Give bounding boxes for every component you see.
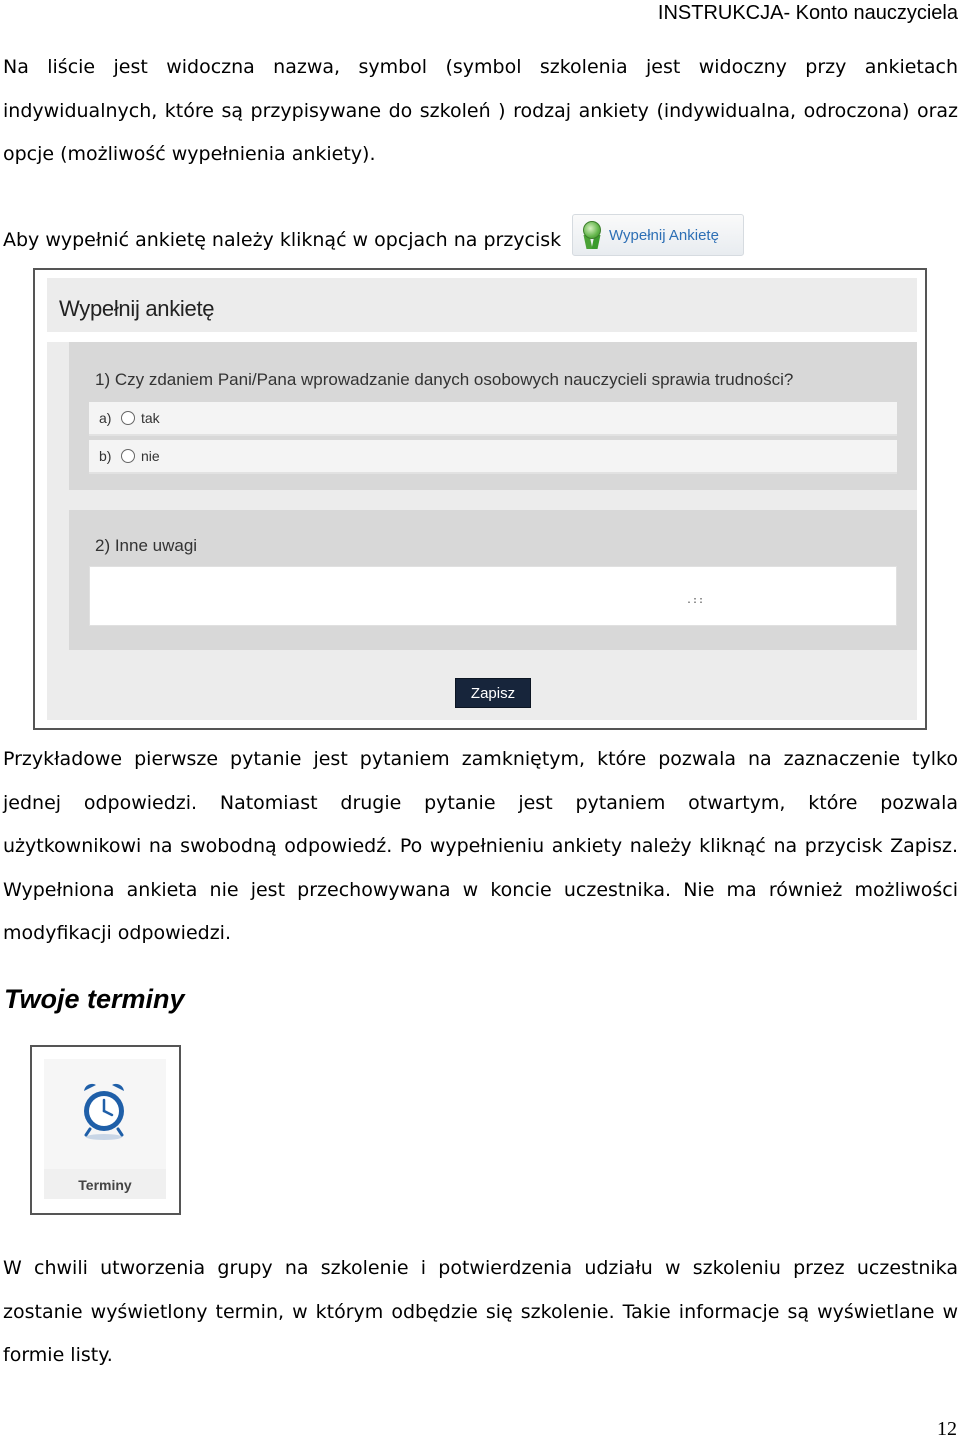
question-2-text: 2) Inne uwagi: [95, 536, 198, 555]
survey-screenshot: [33, 268, 927, 730]
question-1-text: 1) Czy zdaniem Pani/Pana wprowadzanie danych osobowych nauczycieli sprawia trudności?: [95, 370, 794, 389]
option-letter: a): [99, 410, 112, 426]
document-header: INSTRUKCJA- Konto nauczyciela: [657, 2, 958, 24]
option-letter: b): [99, 448, 112, 464]
explanation-line: modyfikacji odpowiedzi.: [3, 922, 231, 944]
question-2: [69, 510, 917, 650]
comments-textarea[interactable]: [89, 566, 897, 626]
explanation-line: Przykładowe pierwsze pytanie jest pytaniem zamkniętym, które pozwala na zaznaczenie tylko: [3, 748, 958, 770]
fill-survey-button-label: Wypełnij Ankietę: [609, 226, 719, 244]
alarm-clock-icon: [78, 1081, 130, 1141]
award-ribbon-icon: [581, 221, 603, 249]
intro-line: Na liście jest widoczna nazwa, symbol (symbol szkolenia jest widoczny przy ankietach: [3, 56, 958, 78]
answer-option-a[interactable]: [89, 402, 897, 436]
intro-line: indywidualnych, które są przypisywane do szkoleń ) rodzaj ankiety (indywidualna, odroczona) oraz: [3, 99, 958, 122]
terms-line: zostanie wyświetlony termin, w którym odbędzie się szkolenie. Takie informacje są wyświetlane w: [3, 1300, 958, 1323]
explanation-line: jednej odpowiedzi. Natomiast drugie pytanie jest pytaniem otwartym, które pozwala: [3, 791, 958, 814]
fill-instruction: [3, 219, 563, 263]
fill-survey-button[interactable]: [572, 214, 744, 256]
radio-button[interactable]: [121, 449, 135, 463]
question-1: [69, 342, 917, 490]
section-title: Twoje terminy: [4, 984, 185, 1014]
terms-tile[interactable]: [30, 1045, 181, 1215]
radio-button[interactable]: [121, 411, 135, 425]
fill-instruction-text: Aby wypełnić ankietę należy kliknąć w opcjach na przycisk: [3, 229, 562, 251]
explanation-paragraph: [3, 738, 958, 956]
intro-paragraph: [3, 46, 958, 177]
survey-title-separator: [47, 332, 917, 342]
survey-panel: [47, 278, 917, 720]
intro-line: opcje (możliwość wypełnienia ankiety).: [3, 143, 376, 165]
resize-grip-icon[interactable]: .::: [685, 595, 704, 606]
page-number: 12: [937, 1418, 957, 1440]
terms-tile-label: Terminy: [78, 1177, 132, 1193]
explanation-line: Wypełniona ankieta nie jest przechowywana w koncie uczestnika. Nie ma również możliwości: [3, 878, 958, 901]
terms-paragraph: [3, 1247, 958, 1378]
answer-option-b[interactable]: [89, 440, 897, 474]
survey-title: Wypełnij ankietę: [59, 296, 215, 321]
option-label: tak: [141, 410, 160, 426]
save-button[interactable]: Zapisz: [455, 678, 531, 708]
option-label: nie: [141, 448, 160, 464]
terms-tile-inner: [44, 1059, 166, 1199]
terms-tile-icon-area: [44, 1059, 166, 1169]
explanation-line: użytkownikowi na swobodną odpowiedź. Po wypełnieniu ankiety należy kliknąć na przycisk Zapisz.: [3, 835, 958, 857]
terms-line: formie listy.: [3, 1344, 113, 1366]
terms-line: W chwili utworzenia grupy na szkolenie i potwierdzenia udziału w szkoleniu przez uczestnika: [3, 1257, 958, 1279]
